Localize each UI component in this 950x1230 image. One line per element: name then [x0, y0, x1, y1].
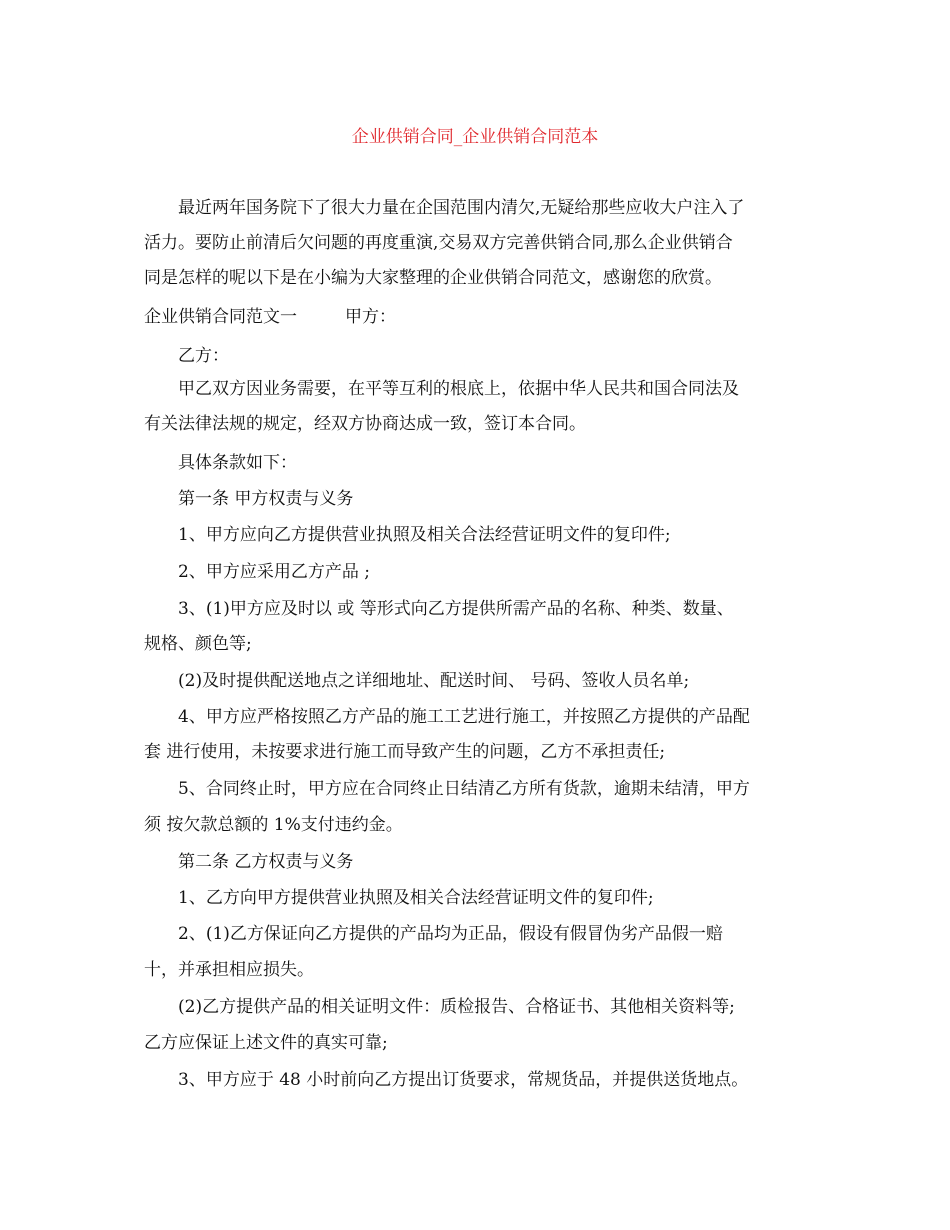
article1-item-3-2: (2)及时提供配送地点之详细地址、配送时间、 号码、签收人员名单;	[178, 671, 690, 691]
terms-intro: 具体条款如下：	[178, 453, 297, 473]
article1-item-4: 4、甲方应严格按照乙方产品的施工工艺进行施工，并按照乙方提供的产品配	[178, 707, 750, 727]
intro-line-3: 同是怎样的呢以下是在小编为大家整理的企业供销合同范文，感谢您的欣赏。	[144, 268, 722, 288]
sample-heading-row	[144, 305, 396, 329]
intro-line-2: 活力。要防止前清后欠问题的再度重演,交易双方完善供销合同,那么企业供销合	[144, 233, 733, 253]
party-a-label: 甲方：	[345, 307, 396, 327]
article1-item-5-cont: 须 按欠款总额的 1%支付违约金。	[144, 815, 403, 835]
article1-item-5: 5、合同终止时，甲方应在合同终止日结清乙方所有货款，逾期未结清，甲方	[178, 779, 750, 799]
article2-item-2-2-cont: 乙方应保证上述文件的真实可靠;	[144, 1033, 388, 1053]
article1-item-3-cont: 规格、颜色等;	[144, 634, 252, 654]
party-b-label: 乙方：	[178, 346, 229, 366]
article1-item-3: 3、(1)甲方应及时以 或 等形式向乙方提供所需产品的名称、种类、数量、	[178, 599, 734, 619]
article2-heading: 第二条 乙方权责与义务	[178, 852, 354, 872]
article2-item-2-cont: 十，并承担相应损失。	[144, 960, 314, 980]
intro-line-1: 最近两年国务院下了很大力量在企国范围内清欠,无疑给那些应收大户注入了	[178, 198, 745, 218]
article2-item-1: 1、乙方向甲方提供营业执照及相关合法经营证明文件的复印件;	[178, 888, 654, 908]
sample-label: 企业供销合同范文一	[144, 307, 297, 327]
preamble-line-2: 有关法律法规的规定，经双方协商达成一致，签订本合同。	[144, 414, 586, 434]
article2-item-3: 3、甲方应于 48 小时前向乙方提出订货要求，常规货品，并提供送货地点。	[178, 1070, 749, 1090]
article1-heading: 第一条 甲方权责与义务	[178, 489, 354, 509]
preamble-line-1: 甲乙双方因业务需要，在平等互利的根底上，依据中华人民共和国合同法及	[178, 379, 739, 399]
article1-item-4-cont: 套 进行使用，未按要求进行施工而导致产生的问题，乙方不承担责任;	[144, 742, 666, 762]
article2-item-2-2: (2)乙方提供产品的相关证明文件：质检报告、合格证书、其他相关资料等;	[178, 997, 735, 1017]
article2-item-2: 2、(1)乙方保证向乙方提供的产品均为正品，假设有假冒伪劣产品假一赔	[178, 924, 723, 944]
article1-item-2: 2、甲方应采用乙方产品 ;	[178, 562, 370, 582]
article1-item-1: 1、甲方应向乙方提供营业执照及相关合法经营证明文件的复印件;	[178, 525, 671, 545]
document-title: 企业供销合同_企业供销合同范本	[351, 127, 599, 147]
